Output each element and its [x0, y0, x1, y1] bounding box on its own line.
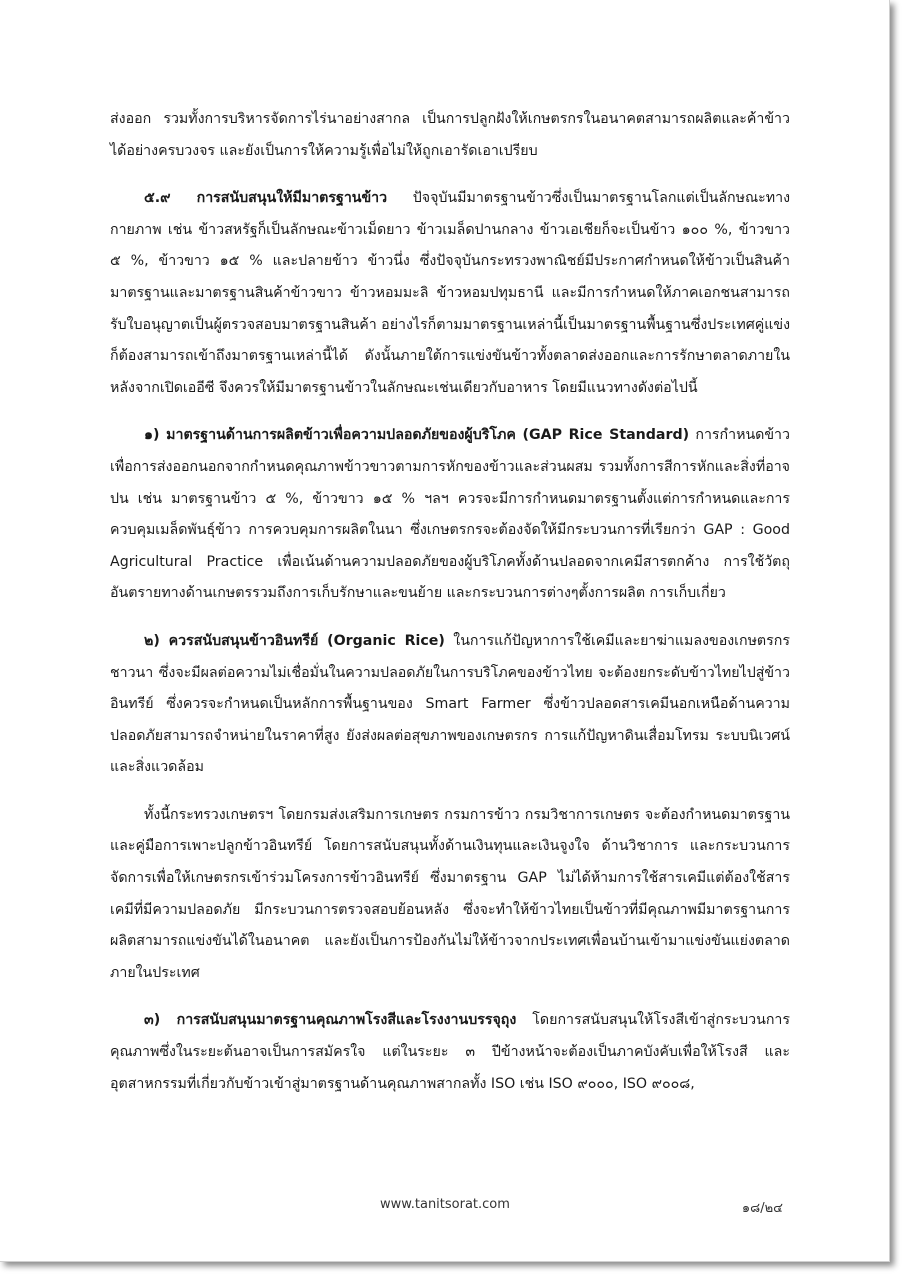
- paragraph-organic-rice: [110, 626, 790, 784]
- item-heading: ๑) มาตรฐานด้านการผลิตข้าวเพื่อความปลอดภัยของผู้บริโภค (GAP Rice Standard): [144, 427, 690, 444]
- paragraph-ministry: [110, 800, 790, 990]
- item-heading: ๓) การสนับสนุนมาตรฐานคุณภาพโรงสีและโรงงานบรรจุถุง: [144, 1012, 517, 1029]
- paragraph-text: ปัจจุบันมีมาตรฐานข้าวซึ่งเป็นมาตรฐานโลกแต่เป็นลักษณะทางกายภาพ เช่น ข้าวสหรัฐก็เป็นลักษณะข้าวเม็ดยาว ข้าวเมล็ดปานกลาง ข้าวเอเชียก็จะเป็นข้าว ๑๐๐ %, ข้าวขาว ๕ %, ข้าวขาว ๑๕ % และปลายข้าว ข้าวนึ่ง ซึ่งปัจจุบันกระทรวงพาณิชย์มีประกาศกำหนดให้ข้าวเป็นสินค้ามาตรฐานและมาตรฐานสินค้าข้าวขาว ข้าวหอมมะลิ ข้าวหอมปทุมธานี และมีการกำหนดให้ภาคเอกชนสามารถรับใบอนุญาตเป็นผู้ตรวจสอบมาตรฐานสินค้า อย่างไรก็ตามมาตรฐานเหล่านี้เป็นมาตรฐานพื้นฐานซึ่งประเทศคู่แข่งก็ต้องสามารถเข้าถึงมาตรฐานเหล่านี้ได้ ดังนั้นภายใต้การแข่งขันข้าวทั้งตลาดส่งออกและการรักษาตลาดภายในหลังจากเปิดเออีซี จึงควรให้มีมาตรฐานข้าวในลักษณะเช่นเดียวกับอาหาร โดยมีแนวทางดังต่อไปนี้: [110, 190, 791, 396]
- paragraph-text: ทั้งนี้กระทรวงเกษตรฯ โดยกรมส่งเสริมการเกษตร กรมการข้าว กรมวิชาการเกษตร จะต้องกำหนดมาตรฐานและคู่มือการเพาะปลูกข้าวอินทรีย์ โดยการสนับสนุนทั้งด้านเงินทุนและเงินจูงใจ ด้านวิชาการ และกระบวนการจัดการเพื่อให้เกษตรกรเข้าร่วมโครงการข้าวอินทรีย์ ซึ่งมาตรฐาน GAP ไม่ได้ห้ามการใช้สารเคมีแต่ต้องใช้สารเคมีที่มีความปลอดภัย มีกระบวนการตรวจสอบย้อนหลัง ซึ่งจะทำให้ข้าวไทยเป็นข้าวที่มีคุณภาพมีมาตรฐานการผลิตสามารถแข่งขันได้ในอนาคต และยังเป็นการป้องกันไม่ให้ข้าวจากประเทศเพื่อนบ้านเข้ามาแข่งขันแย่งตลาดภายในประเทศ: [110, 806, 790, 981]
- paragraph-text: ส่งออก รวมทั้งการบริหารจัดการไร่นาอย่างสากล เป็นการปลูกฝังให้เกษตรกรในอนาคตสามารถผลิตและค้าข้าวได้อย่างครบวงจร และยังเป็นการให้ความรู้เพื่อไม่ให้ถูกเอารัดเอาเปรียบ: [110, 111, 790, 159]
- section-heading: ๕.๙ การสนับสนุนให้มีมาตรฐานข้าว: [144, 190, 388, 207]
- paragraph-1: [110, 104, 790, 167]
- page-number: ๑๘/๒๔: [741, 1201, 783, 1216]
- footer-url: www.tanitsorat.com: [380, 1197, 510, 1212]
- document-body: [110, 104, 790, 1100]
- paragraph-text: ในการแก้ปัญหาการใช้เคมีและยาฆ่าแมลงของเกษตรกรชาวนา ซึ่งจะมีผลต่อความไม่เชื่อมั่นในความปลอดภัยในการบริโภคของข้าวไทย จะต้องยกระดับข้าวไทยไปสู่ข้าวอินทรีย์ ซึ่งควรจะกำหนดเป็นหลักการพื้นฐานของ Smart Farmer ซึ่งข้าวปลอดสารเคมีนอกเหนือด้านความปลอดภัยสามารถจำหน่ายในราคาที่สูง ยังส่งผลต่อสุขภาพของเกษตรกร การแก้ปัญหาดินเสื่อมโทรม ระบบนิเวศน์และสิ่งแวดล้อม: [110, 632, 790, 776]
- paragraph-5-9-rice-standard: [110, 183, 790, 404]
- paragraph-text: โดยการสนับสนุนให้โรงสีเข้าสู่กระบวนการคุณภาพซึ่งในระยะต้นอาจเป็นการสมัครใจ แต่ในระยะ ๓ ปีข้างหน้าจะต้องเป็นภาคบังคับเพื่อให้โรงสี และอุตสาหกรรมที่เกี่ยวกับข้าวเข้าสู่มาตรฐานด้านคุณภาพสากลทั้ง ISO เช่น ISO ๙๐๐๐, ISO ๙๐๐๘,: [110, 1012, 790, 1092]
- item-heading: ๒) ควรสนับสนุนข้าวอินทรีย์ (Organic Rice): [144, 632, 445, 649]
- paragraph-mill-standard: [110, 1005, 790, 1100]
- paragraph-text: การกำหนดข้าวเพื่อการส่งออกนอกจากกำหนดคุณภาพข้าวขาวตามการหักของข้าวและส่วนผสม รวมทั้งการสีการหักและสิ่งที่อาจปน เช่น มาตรฐานข้าว ๕ %, ข้าวขาว ๑๕ % ฯลฯ ควรจะมีการกำหนดมาตรฐานตั้งแต่การกำหนดและการควบคุมเมล็ดพันธุ์ข้าว การควบคุมการผลิตในนา ซึ่งเกษตรกรจะต้องจัดให้มีกระบวนการที่เรียกว่า GAP : Good Agricultural Practice เพื่อเน้นด้านความปลอดภัยของผู้บริโภคทั้งด้านปลอดจากเคมีสารตกค้าง การใช้วัตถุอันตรายทางด้านเกษตรรวมถึงการเก็บรักษาและขนย้าย และกระบวนการต่างๆตั้งการผลิต การเก็บเกี่ยว: [110, 427, 790, 602]
- paragraph-gap-rice-standard: [110, 420, 790, 610]
